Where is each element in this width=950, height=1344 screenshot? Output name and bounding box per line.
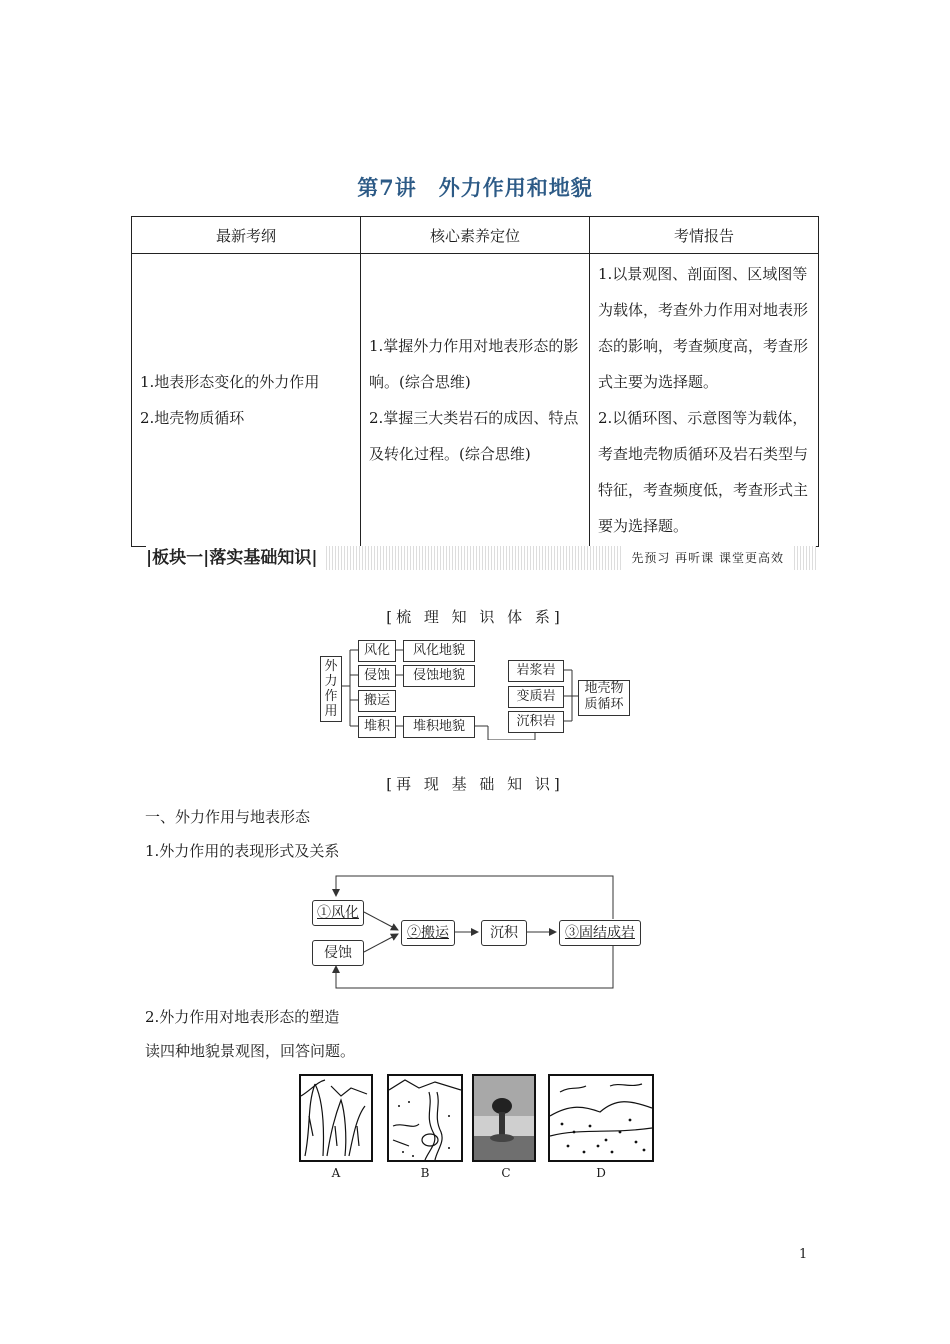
concept-map: [320, 636, 632, 740]
syllabus-item: 1.地表形态变化的外力作用: [140, 373, 320, 391]
map-landform-erosion: 侵蚀地貌: [403, 665, 475, 687]
canyon-sketch: [301, 1076, 371, 1160]
cell-report: [590, 254, 819, 547]
flow-weathering-label: ①风化: [317, 905, 359, 921]
landform-image-c: [472, 1074, 536, 1162]
literacy-item: 2.掌握三大类岩石的成因、特点及转化过程。(综合思维): [369, 409, 579, 463]
map-process-transport: 搬运: [358, 690, 396, 712]
report-item: 1.以景观图、剖面图、区域图等为载体，考查外力作用对地表形态的影响，考查频度高，考查形式主要为选择题。: [598, 265, 809, 391]
cell-literacy: [361, 254, 590, 547]
heading-forms: 1.外力作用的表现形式及关系: [145, 842, 340, 860]
heading-external-forces: 一、外力作用与地表形态: [145, 808, 311, 826]
report-item: 2.以循环图、示意图等为载体，考查地壳物质循环及岩石类型与特征，考查频度低，考查形式主要为选择题。: [598, 409, 809, 535]
banner-tagline: 先预习 再听课 课堂更高效: [623, 546, 792, 570]
landform-image-d: [548, 1074, 654, 1162]
instruction-text: 读四种地貌景观图，回答问题。: [145, 1042, 356, 1060]
header-literacy: 核心素养定位: [361, 217, 590, 254]
flow-diagram: [308, 872, 644, 992]
map-process-weathering: 风化: [358, 640, 396, 662]
section-banner: [146, 546, 816, 570]
flow-lithification: [559, 920, 641, 946]
map-cycle: 地壳物质循环: [578, 680, 630, 716]
landform-image-b: [387, 1074, 463, 1162]
map-rock-sedimentary: 沉积岩: [508, 711, 564, 733]
header-report: 考情报告: [590, 217, 819, 254]
caption-b: B: [420, 1166, 430, 1180]
alluvial-fan-sketch: [389, 1076, 461, 1160]
flow-transport-label: ②搬运: [407, 925, 449, 941]
caption-d: D: [596, 1166, 606, 1180]
banner-label: |板块一|落实基础知识|: [146, 546, 324, 570]
literacy-item: 1.掌握外力作用对地表形态的影响。(综合思维): [369, 337, 579, 391]
map-process-deposition: 堆积: [358, 716, 396, 738]
heading-shaping: 2.外力作用对地表形态的塑造: [145, 1008, 340, 1026]
map-process-erosion: 侵蚀: [358, 665, 396, 687]
flow-weathering: [312, 900, 364, 926]
mushroom-rock-sketch: [474, 1076, 534, 1160]
caption-a: A: [331, 1166, 341, 1180]
cell-syllabus: [132, 254, 361, 547]
dune-sketch: [550, 1076, 652, 1160]
syllabus-item: 2.地壳物质循环: [140, 409, 245, 427]
landform-image-a: [299, 1074, 373, 1162]
map-rock-metamorphic: 变质岩: [508, 686, 564, 708]
flow-lithification-label: ③固结成岩: [565, 925, 635, 941]
map-landform-deposition: 堆积地貌: [403, 716, 475, 738]
section-heading-basics: [再 现 基 础 知 识]: [386, 775, 564, 793]
map-rock-igneous: 岩浆岩: [508, 660, 564, 682]
flow-erosion: 侵蚀: [312, 940, 364, 966]
outline-table: [131, 216, 819, 547]
flow-transport: [401, 920, 455, 946]
flow-deposition: 沉积: [481, 920, 527, 946]
map-landform-weathering: 风化地貌: [403, 640, 475, 662]
header-syllabus: 最新考纲: [132, 217, 361, 254]
page-number: 1: [799, 1247, 808, 1262]
caption-c: C: [501, 1166, 511, 1180]
page-title: 第7讲 外力作用和地貌: [357, 175, 593, 200]
section-heading-system: [梳 理 知 识 体 系]: [386, 608, 564, 626]
map-root: 外力作用: [320, 656, 342, 722]
